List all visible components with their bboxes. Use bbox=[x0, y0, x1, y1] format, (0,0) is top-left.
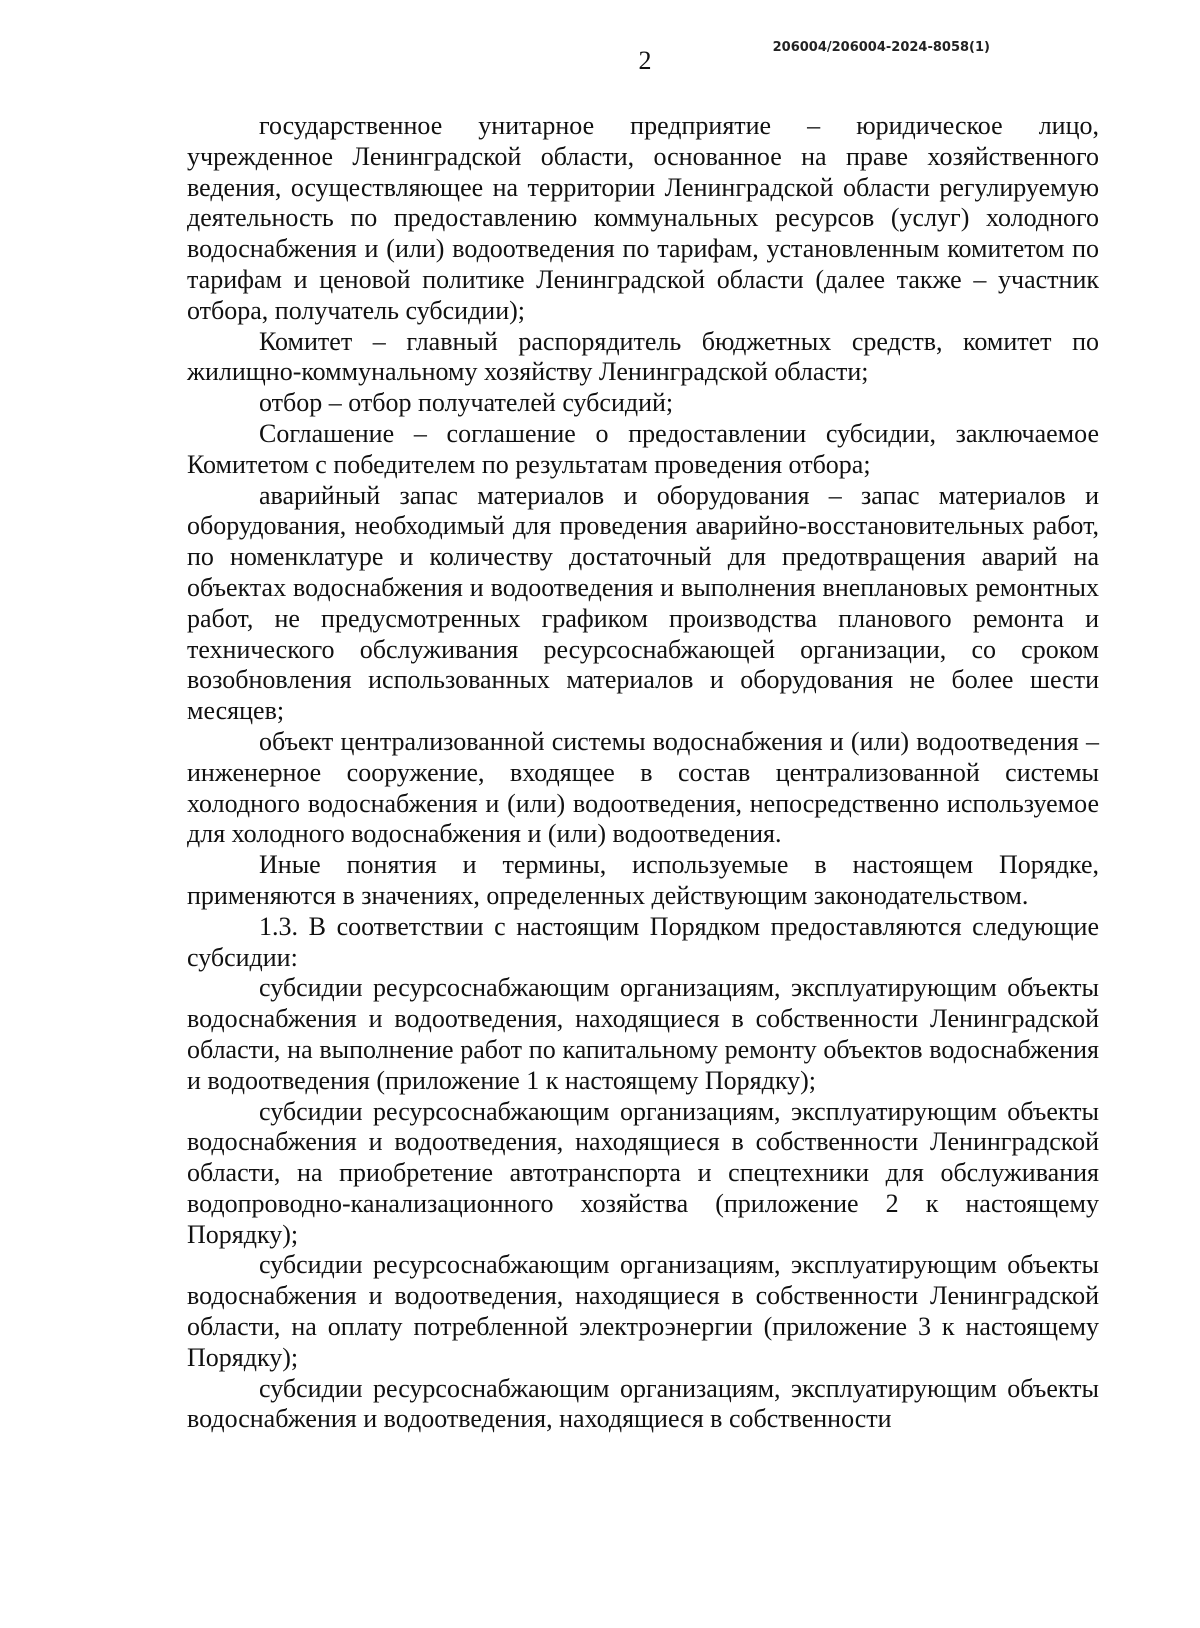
paragraph-agreement-definition: Соглашение – соглашение о предоставлении субсидии, заключаемое Комитетом с победителем по результатам проведения отбора; bbox=[187, 418, 1099, 479]
document-id: 206004/206004-2024-8058(1) bbox=[772, 40, 990, 55]
paragraph-subsidy-continued: субсидии ресурсоснабжающим организациям, эксплуатирующим объекты водоснабжения и водоотведения, находящиеся в собственности bbox=[187, 1373, 1099, 1434]
paragraph-water-system-object-definition: объект централизованной системы водоснабжения и (или) водоотведения – инженерное сооружение, входящее в состав централизованной системы холодного водоснабжения и (или) водоотведения, непосредственно используемое для холодного водоснабжения и (или) водоотведения. bbox=[187, 726, 1099, 849]
paragraph-other-terms: Иные понятия и термины, используемые в настоящем Порядке, применяются в значениях, определенных действующим законодательством. bbox=[187, 850, 1099, 910]
page-number: 2 bbox=[638, 46, 652, 75]
paragraph-subsidy-electricity: субсидии ресурсоснабжающим организациям, эксплуатирующим объекты водоснабжения и водоотведения, находящиеся в собственности Ленинградской области, на оплату потребленной электроэнергии (приложение 3 к настоящему Порядку); bbox=[187, 1250, 1099, 1372]
paragraph-committee-definition: Комитет – главный распорядитель бюджетных средств, комитет по жилищно-коммунальному хозяйству Ленинградской области; bbox=[187, 326, 1099, 387]
paragraph-gup-definition: государственное унитарное предприятие – юридическое лицо, учрежденное Ленинградской области, основанное на праве хозяйственного ведения, осуществляющее на территории Ленинградской области регулируемую деятельность по предоставлению коммунальных ресурсов (услуг) холодного водоснабжения и (или) водоотведения по тарифам, установленным комитетом по тарифам и ценовой политике Ленинградской области (далее также – участник отбора, получатель субсидии); bbox=[187, 111, 1099, 325]
paragraph-subsidy-vehicles: субсидии ресурсоснабжающим организациям, эксплуатирующим объекты водоснабжения и водоотведения, находящиеся в собственности Ленинградской области, на приобретение автотранспорта и спецтехники для обслуживания водопроводно-канализационного хозяйства (приложение 2 к настоящему Порядку); bbox=[187, 1096, 1099, 1249]
paragraph-emergency-stock-definition: аварийный запас материалов и оборудования – запас материалов и оборудования, необходимый для проведения аварийно-восстановительных работ, по номенклатуре и количеству достаточный для предотвращения аварий на объектах водоснабжения и водоотведения и выполнения внеплановых ремонтных работ, не предусмотренных графиком производства планового ремонта и технического обслуживания ресурсоснабжающей организации, со сроком возобновления использованных материалов и оборудования не более шести месяцев; bbox=[187, 480, 1099, 726]
document-body bbox=[187, 111, 1099, 1435]
paragraph-subsidy-capital-repair: субсидии ресурсоснабжающим организациям, эксплуатирующим объекты водоснабжения и водоотведения, находящиеся в собственности Ленинградской области, на выполнение работ по капитальному ремонту объектов водоснабжения и водоотведения (приложение 1 к настоящему Порядку); bbox=[187, 973, 1099, 1095]
paragraph-selection-definition: отбор – отбор получателей субсидий; bbox=[259, 388, 674, 418]
paragraph-clause-1-3: 1.3. В соответствии с настоящим Порядком предоставляются следующие субсидии: bbox=[187, 911, 1099, 972]
